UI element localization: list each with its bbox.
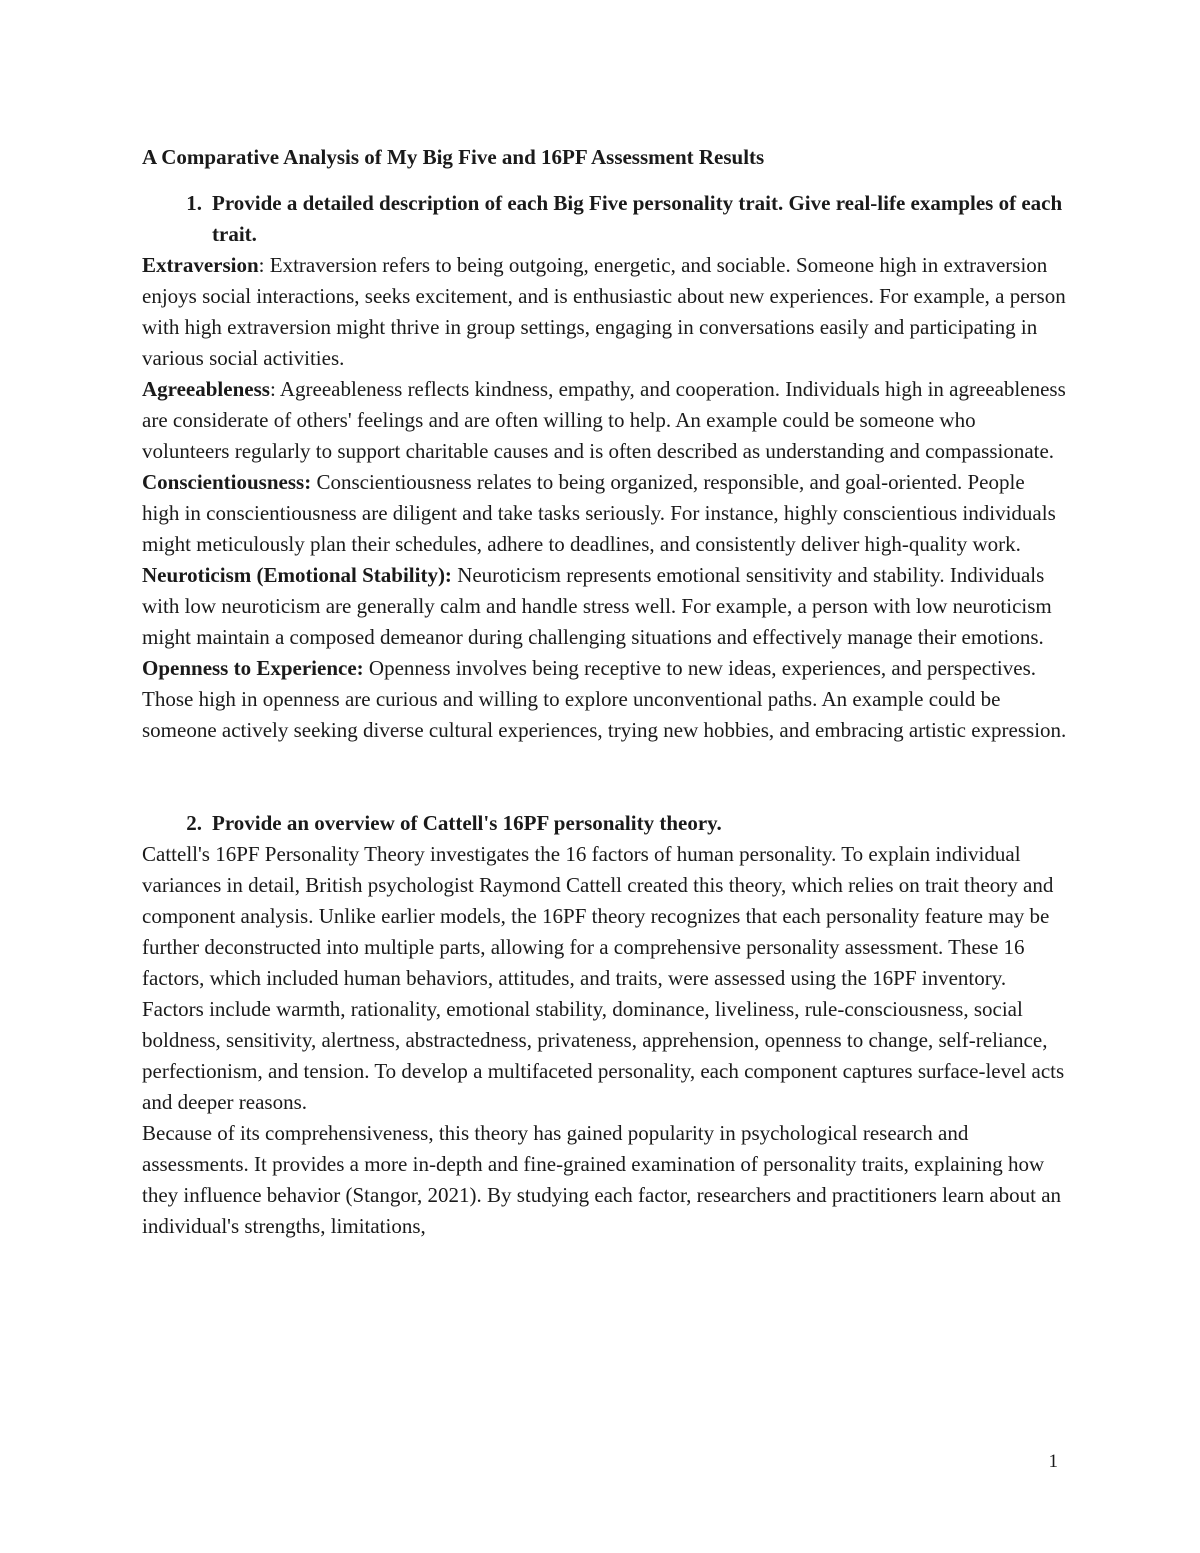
question-1-text: Provide a detailed description of each Big Five personality trait. Give real-life examples of each trait. [212,191,1063,246]
trait-term: Conscientiousness: [142,470,312,494]
trait-openness [142,653,1067,746]
trait-conscientiousness [142,467,1067,560]
trait-term: Neuroticism (Emotional Stability): [142,563,452,587]
trait-separator: : [269,377,280,401]
question-1-heading [142,188,1067,250]
trait-neuroticism [142,560,1067,653]
trait-separator: : [258,253,270,277]
question-2-heading [142,808,1067,839]
cattell-paragraph-1: Cattell's 16PF Personality Theory investigates the 16 factors of human personality. To explain individual variances in detail, British psychologist Raymond Cattell created this theory, which relies on trait theory and component analysis. Unlike earlier models, the 16PF theory recognizes that each personality feature may be further deconstructed into multiple parts, allowing for a comprehensive personality assessment. These 16 factors, which included human behaviors, attitudes, and traits, were assessed using the 16PF inventory. Factors include warmth, rationality, emotional stability, dominance, liveliness, rule-consciousness, social boldness, sensitivity, alertness, abstractedness, privateness, apprehension, openness to change, self-reliance, perfectionism, and tension. To develop a multifaceted personality, each component captures surface-level acts and deeper reasons. [142,842,1065,1114]
question-2-text: Provide an overview of Cattell's 16PF personality theory. [212,811,722,835]
trait-term: Agreeableness [142,377,270,401]
trait-description: Conscientiousness relates to being organized, responsible, and goal-oriented. People high in conscientiousness are diligent and take tasks seriously. For instance, highly conscientious individuals might meticulously plan their schedules, adhere to deadlines, and consistently deliver high-quality work. [142,470,1056,556]
trait-description: Neuroticism represents emotional sensitivity and stability. Individuals with low neuroticism are generally calm and handle stress well. For example, a person with low neuroticism might maintain a composed demeanor during challenging situations and effectively manage their emotions. [142,563,1052,649]
trait-term: Openness to Experience: [142,656,364,680]
document-title: A Comparative Analysis of My Big Five and 16PF Assessment Results [142,145,765,169]
question-2-number: 2. [186,811,202,835]
trait-agreeableness [142,374,1067,467]
question-1-number: 1. [186,191,202,215]
trait-description: Agreeableness reflects kindness, empathy, and cooperation. Individuals high in agreeableness are considerate of others' feelings and are often willing to help. An example could be someone who volunteers regularly to support charitable causes and is often described as understanding and compassionate. [142,377,1066,463]
trait-description: Extraversion refers to being outgoing, energetic, and sociable. Someone high in extraversion enjoys social interactions, seeks excitement, and is enthusiastic about new experiences. For example, a person with high extraversion might thrive in group settings, engaging in conversations easily and participating in various social activities. [142,253,1066,370]
trait-description: Openness involves being receptive to new ideas, experiences, and perspectives. Those high in openness are curious and willing to explore unconventional paths. An example could be someone actively seeking diverse cultural experiences, trying new hobbies, and embracing artistic expression. [142,656,1067,742]
document-body [142,142,1067,1242]
section-spacer [142,746,1067,808]
trait-term: Extraversion [142,253,259,277]
cattell-paragraph-2: Because of its comprehensiveness, this theory has gained popularity in psychological research and assessments. It provides a more in-depth and fine-grained examination of personality traits, explaining how they influence behavior (Stangor, 2021). By studying each factor, researchers and practitioners learn about an individual's strengths, limitations, [142,1121,1062,1238]
page-number: 1 [1048,1451,1058,1472]
trait-extraversion [142,250,1067,374]
